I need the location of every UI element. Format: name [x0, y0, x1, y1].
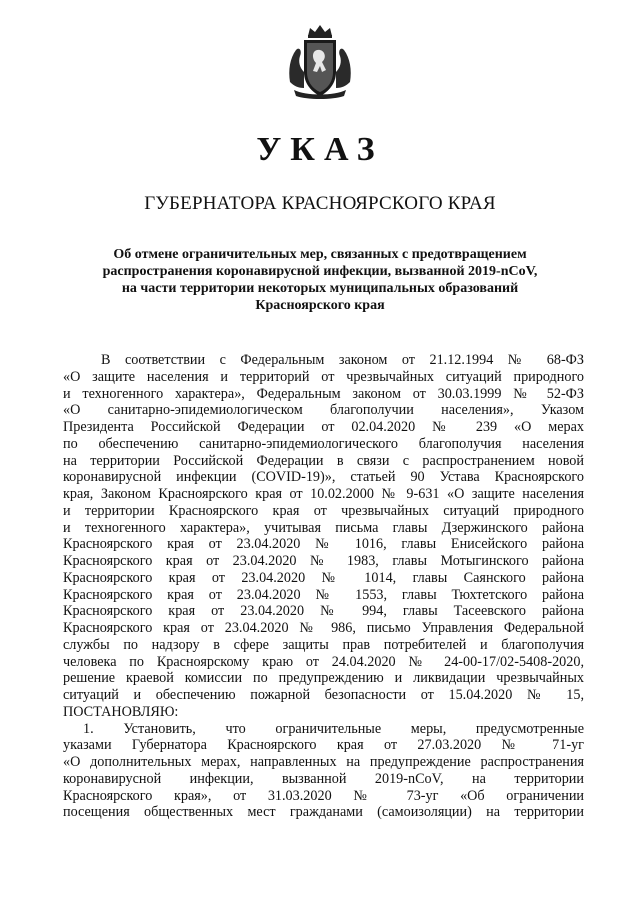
body-line: Красноярского края от 23.04.2020 № 994, главы Тасеевского района: [63, 603, 584, 620]
body-line: ПОСТАНОВЛЯЮ:: [63, 703, 179, 720]
body-line: Президента Российской Федерации от 02.04.2020 № 239 «О мерах: [63, 419, 584, 435]
body-line: коронавирусной инфекции (COVID-19)», статьей 90 Устава Красноярского: [63, 469, 584, 486]
body-line: «О дополнительных мерах, направленных на предупреждение распространения: [63, 754, 584, 770]
body-line: ситуаций и обеспечению пожарной безопасности от 15.04.2020 № 15,: [63, 687, 584, 703]
body-line: решение краевой комиссии по предупреждению и ликвидации чрезвычайных: [63, 670, 584, 687]
document-body: [63, 352, 584, 821]
body-line: указами Губернатора Красноярского края от 27.03.2020 № 71-уг: [63, 737, 584, 754]
body-line: края, Законом Красноярского края от 10.02.2000 № 9-631 «О защите населения: [63, 486, 584, 502]
body-line: человека по Красноярскому краю от 24.04.2020 № 24-00-17/02-5408-2020,: [63, 653, 584, 670]
document-title: УКАЗ: [256, 131, 384, 168]
body-line: коронавирусной инфекции, вызванной 2019-nCoV, на территории: [63, 770, 584, 787]
body-line: 1. Установить, что ограничительные меры, предусмотренные: [83, 720, 584, 737]
body-line: «О санитарно-эпидемиологическом благополучии населения», Указом: [63, 402, 584, 419]
body-line: Красноярского края от 23.04.2020 № 1553, главы Тюхтетского района: [63, 586, 584, 603]
body-line: Красноярского края от 23.04.2020 № 986, письмо Управления Федеральной: [63, 620, 584, 636]
body-line: и техногенного характера», учитывая письма главы Дзержинского района: [63, 519, 584, 536]
body-line: службы по надзору в сфере защиты прав потребителей и благополучия: [63, 636, 584, 653]
body-line: на территории Российской Федерации в связи с распространением новой: [63, 452, 584, 469]
body-line: Красноярского края от 23.04.2020 № 1016, главы Енисейского района: [63, 536, 584, 553]
body-line: Красноярского края», от 31.03.2020 № 73-уг «Об ограничении: [63, 787, 584, 804]
body-line: В соответствии с Федеральным законом от 21.12.1994 № 68-ФЗ: [101, 352, 584, 368]
body-line: по обеспечению санитарно-эпидемиологического благополучия населения: [63, 435, 584, 452]
body-line: и территории Красноярского края от чрезвычайных ситуаций природного: [63, 502, 584, 519]
body-line: и техногенного характера», Федеральным законом от 30.03.1999 № 52-ФЗ: [63, 385, 584, 402]
body-line: Красноярского края от 23.04.2020 № 1014, главы Саянского района: [63, 569, 584, 586]
heading-line: Об отмене ограничительных мер, связанных с предотвращением: [113, 247, 527, 262]
document-heading: [60, 246, 580, 314]
krasnoyarsk-coat-of-arms-icon: [286, 22, 354, 100]
body-line: Красноярского края от 23.04.2020 № 1983, главы Мотыгинского района: [63, 553, 584, 569]
heading-line: на части территории некоторых муниципальных образований: [121, 281, 519, 296]
heading-line: Красноярского края: [255, 298, 385, 313]
heading-line: распространения коронавирусной инфекции, вызванной 2019-nCoV,: [102, 264, 538, 279]
document-subtitle: ГУБЕРНАТОРА КРАСНОЯРСКОГО КРАЯ: [144, 193, 496, 214]
body-line: посещения общественных мест гражданами (самоизоляции) на территории: [63, 804, 584, 821]
body-line: «О защите населения и территорий от чрезвычайных ситуаций природного: [63, 368, 584, 385]
